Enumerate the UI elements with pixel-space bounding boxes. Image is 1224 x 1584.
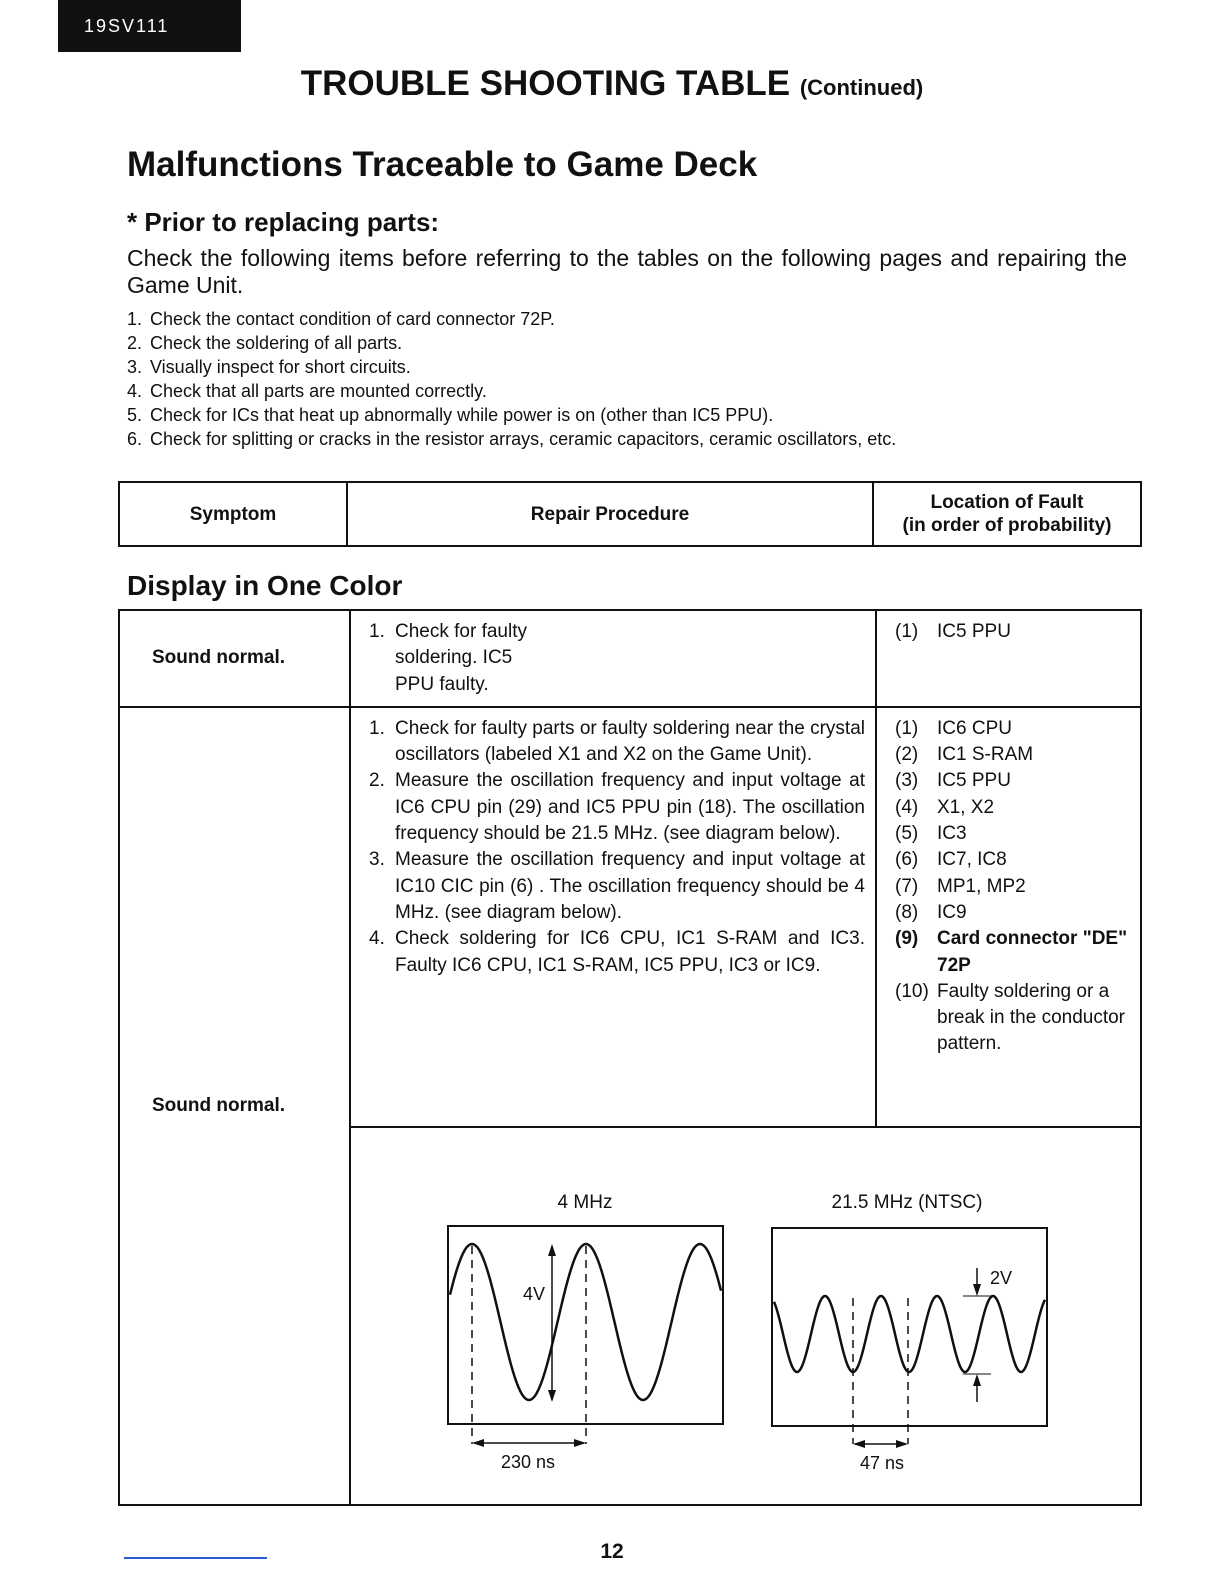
arrowhead-down-icon	[973, 1284, 981, 1296]
location-cell	[876, 707, 1141, 1127]
location-number: (1)	[895, 621, 919, 642]
subsection-title: Display in One Color	[127, 570, 403, 601]
step-text: Check for faulty parts or faulty soldering near the crystal oscillators (labeled X1 and X2 on the Game Unit).	[395, 717, 865, 766]
location-cell	[876, 610, 1141, 707]
model-tag: 19SV111	[58, 0, 241, 52]
location-text: Faulty soldering or a break in the conductor pattern.	[937, 980, 1126, 1055]
location-number: (1)	[895, 717, 919, 739]
page-title	[0, 64, 1224, 104]
step-number: 1.	[369, 717, 385, 739]
table-row	[119, 610, 1141, 707]
step-text: Check for faulty soldering. IC5 PPU faulty.	[395, 621, 527, 695]
symptom-cell: Sound normal.	[119, 707, 350, 1505]
location-number: (7)	[895, 875, 919, 897]
list-item-text: Check for ICs that heat up abnormally while power is on (other than IC5 PPU).	[150, 405, 774, 425]
location-item	[895, 926, 1132, 979]
procedure-cell	[350, 610, 876, 707]
location-item	[895, 619, 1132, 645]
location-text: IC5 PPU	[937, 621, 1011, 642]
header-procedure: Repair Procedure	[347, 482, 873, 546]
symptom-cell: Sound normal.	[119, 610, 350, 707]
location-text: IC3	[937, 823, 967, 845]
step-number: 1.	[369, 621, 385, 642]
list-item-text: Visually inspect for short circuits.	[150, 357, 411, 377]
waveform-diagram-cell	[350, 1127, 1141, 1505]
list-item-number: 4.	[127, 381, 143, 401]
list-item-text: Check that all parts are mounted correctly.	[150, 381, 487, 401]
step-number: 2.	[369, 770, 385, 792]
location-text: IC9	[937, 901, 967, 923]
location-number: (10)	[895, 980, 929, 1002]
checklist	[127, 307, 896, 451]
location-text: IC1 S-RAM	[937, 744, 1034, 766]
list-item	[127, 331, 896, 355]
list-item-number: 6.	[127, 429, 143, 449]
table-header	[118, 481, 1142, 547]
step-text: Measure the oscillation frequency and input voltage at IC10 CIC pin (6) . The oscillation frequency should be 4 MHz. (see diagram below).	[395, 849, 865, 923]
location-item	[895, 874, 1132, 900]
page-title-suffix: (Continued)	[799, 75, 924, 100]
location-item	[895, 821, 1132, 847]
step-text: Measure the oscillation frequency and input voltage at IC6 CPU pin (29) and IC5 PPU pin (18). The oscillation frequency should be 21.5 MHz. (see diagram below).	[395, 770, 865, 845]
location-text: IC7, IC8	[937, 849, 1007, 871]
list-item	[127, 355, 896, 379]
arrowhead-left-icon	[472, 1439, 484, 1447]
arrowhead-right-icon	[574, 1439, 586, 1447]
period-label-right: 47 ns	[859, 1452, 905, 1473]
waveform-right	[774, 1296, 1045, 1372]
location-item	[895, 900, 1132, 926]
location-number: (3)	[895, 770, 919, 792]
location-item	[895, 716, 1132, 742]
scope-frame-left	[448, 1226, 723, 1424]
waveform-diagram	[351, 1128, 1145, 1504]
list-item-number: 1.	[127, 309, 143, 329]
procedure-step	[369, 619, 865, 698]
footer-rule	[124, 1557, 267, 1559]
location-item	[895, 795, 1132, 821]
arrowhead-down-icon	[548, 1390, 556, 1402]
location-text: IC6 CPU	[937, 717, 1012, 739]
list-item	[127, 307, 896, 331]
procedure-step	[369, 768, 865, 847]
procedure-step	[369, 847, 865, 926]
procedure-step	[369, 926, 865, 979]
header-location-line2: (in order of probability)	[902, 515, 1112, 536]
location-item	[895, 847, 1132, 873]
list-item-text: Check the contact condition of card connector 72P.	[150, 309, 555, 329]
location-number: (2)	[895, 744, 919, 766]
arrowhead-right-icon	[896, 1440, 908, 1448]
location-item	[895, 979, 1132, 1058]
list-item-number: 5.	[127, 405, 143, 425]
location-number: (6)	[895, 849, 919, 871]
list-item-text: Check for splitting or cracks in the resistor arrays, ceramic capacitors, ceramic oscillators, etc.	[150, 429, 897, 449]
step-number: 3.	[369, 849, 385, 871]
arrowhead-up-icon	[548, 1244, 556, 1256]
location-item	[895, 742, 1132, 768]
step-number: 4.	[369, 928, 385, 950]
procedure-step	[369, 716, 865, 769]
amplitude-label-right: 2V	[989, 1267, 1013, 1288]
list-item-number: 2.	[127, 333, 143, 353]
amplitude-label-left: 4V	[522, 1283, 546, 1304]
arrowhead-up-icon	[973, 1374, 981, 1386]
header-symptom: Symptom	[119, 482, 347, 546]
page-title-text: TROUBLE SHOOTING TABLE	[300, 64, 791, 103]
waveform-right-title: 21.5 MHz (NTSC)	[831, 1191, 983, 1213]
header-location	[873, 482, 1141, 546]
intro-text: Check the following items before referring to the tables on the following pages and repairing the Game Unit.	[127, 245, 1127, 298]
prior-title: * Prior to replacing parts:	[127, 207, 440, 237]
list-item-text: Check the soldering of all parts.	[150, 333, 403, 353]
list-item-number: 3.	[127, 357, 143, 377]
list-item	[127, 427, 896, 451]
list-item	[127, 403, 896, 427]
location-item	[895, 768, 1132, 794]
step-text: Check soldering for IC6 CPU, IC1 S-RAM and IC3. Faulty IC6 CPU, IC1 S-RAM, IC5 PPU, IC3 or IC9.	[395, 928, 865, 976]
location-text: X1, X2	[937, 796, 995, 818]
arrowhead-left-icon	[853, 1440, 865, 1448]
page-number: 12	[600, 1540, 624, 1563]
header-location-line1: Location of Fault	[930, 492, 1084, 513]
location-number: (9)	[895, 928, 919, 950]
troubleshooting-table	[118, 609, 1142, 1506]
period-label-left: 230 ns	[500, 1451, 556, 1472]
location-number: (4)	[895, 796, 919, 818]
waveform-left-title: 4 MHz	[557, 1191, 613, 1213]
table-row	[119, 707, 1141, 1127]
location-text: Card connector "DE" 72P	[937, 928, 1128, 976]
location-number: (5)	[895, 823, 919, 845]
section-title: Malfunctions Traceable to Game Deck	[127, 145, 758, 184]
location-number: (8)	[895, 901, 919, 923]
location-text: IC5 PPU	[937, 770, 1011, 792]
location-text: MP1, MP2	[937, 875, 1026, 897]
procedure-cell	[350, 707, 876, 1127]
list-item	[127, 379, 896, 403]
